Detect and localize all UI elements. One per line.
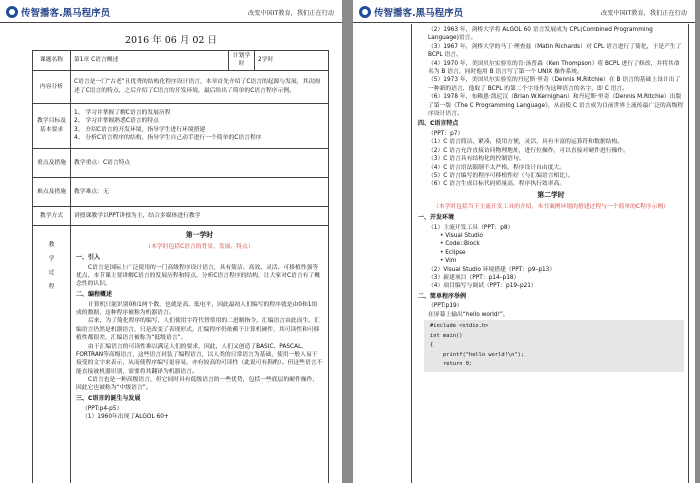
env-item: （3）新建项目（PPT：p14–p18）: [428, 274, 520, 281]
history-item: （4）1970 年，美国贝尔实验室的肯·汤普森（Ken Thompson）将 BCPL 进行了修改，并将其命名为 B 语言，同时他用 B 语言写了第一个 UNIX 操作系统。: [428, 60, 680, 75]
history-item: （5）1973 年，美国贝尔实验室的丹尼斯·里奇（Dennis M.Ritchie）在 B 语言的基础上设计出了一种新的语言，他取了 BCPL 的第二个字母作为这种语言的名字，即 C 语言。: [428, 77, 681, 92]
brand-logo: [6, 5, 110, 19]
section-note: （本学时包括C语言的背景、发展、特点）: [145, 243, 254, 250]
paragraph: 由于汇编语言的可读性难以满足人们的要求，因此，人们又创造了BASIC、PASCAL、FORTRAN等高级语言，这些语言封装了编程语言，以人类的日常语言为基础，使用一般人易于接受的文字来表示，从而使程序编写更容易，亦有较高的可读性（此说可有斟酌）。但这些语言不能直接被机器识别，需要将其翻译为机器语言。: [76, 343, 323, 375]
example-desc: 在屏幕上输出“hello world!”。: [428, 311, 509, 318]
process-label-char: 程: [48, 283, 55, 290]
history-item: （3）1967 年，剑桥大学的马丁·理查兹（Matin Richards）对 CPL 语言进行了简化，于是产生了 BCPL 语言。: [428, 43, 682, 59]
process-label-char: 教: [48, 241, 55, 248]
row-process: [33, 225, 329, 483]
paragraph: 后来，为了简化程序的编写，人们使用字符代替常用的二进制指令，汇编语言由此而生。汇编语言仍然是机器语言，只是改变了表现形式，汇编程序仍依赖于计算机硬件，其可读性和可移植性都很差，汇编语言被称为“低级语言”。: [76, 318, 320, 342]
brand-logo: [359, 5, 463, 19]
heading-example: 二、简单程序举例: [418, 292, 467, 300]
label-plan-hours: 计划学时: [229, 51, 255, 71]
section-note: （本学时包括当下主流开发工具的介绍，本书案例环境的搭建过程与一个简单的C程序示例）: [433, 203, 669, 210]
section-title: 第一学时: [185, 230, 214, 239]
env-item: （4）项目编写与调试（PPT：p19–p21）: [428, 283, 537, 290]
brand-name: 传智播客.黑马程序员: [21, 8, 111, 19]
goal-item: 1、 学习并掌握了解C语言的发展历程: [74, 110, 171, 116]
history-item: （2）1963 年，剑桥大学将 ALGOL 60 语言发展成为 CPL(Combined Programming Language)语言。: [428, 27, 653, 42]
ppt-ref: （PPT:p4-p5）: [82, 405, 123, 412]
section-title: 第二学时: [537, 190, 565, 199]
heading-programming: 二、编程概述: [76, 290, 113, 298]
feature-item: （3）C 语言具有结构化的控制语句。: [428, 156, 525, 163]
row-key: [33, 148, 329, 177]
logo-icon: [359, 6, 371, 18]
feature-item: （6）C 语言生成目标代码质量高，程序执行效率高。: [428, 181, 566, 188]
label-process: [33, 225, 71, 483]
lesson-date: 2016 年 06 月 02 日: [125, 35, 217, 46]
code-block: #include <stdio.h> int main() { printf("hello world!\n"); return 0;: [424, 320, 684, 371]
label-course: 课题名称: [33, 51, 71, 71]
row-goals: [33, 103, 329, 148]
row-difficult: [33, 177, 329, 206]
page-header: [0, 0, 342, 23]
logo-icon: [6, 6, 18, 18]
heading-history: 三、C语言的诞生与发展: [76, 394, 141, 402]
heading-environment: 一、开发环境: [418, 213, 455, 221]
history-item: （6）1978 年，布赖恩·凯尼汉（Brian W.Kernighan）和丹尼斯·里奇（Dennis M.Ritchie）出版了第一版《The C Programming Language》，从而使 C 语言成为目前世界上流传最广泛的高级程序设计语言。: [428, 94, 684, 117]
value-goals: [71, 103, 329, 148]
lesson-plan-table: [32, 50, 329, 483]
tool-item: • Eclipse: [440, 249, 466, 256]
row-course: [33, 51, 329, 71]
tool-item: • Code::Block: [440, 241, 480, 248]
left-page: [0, 0, 342, 483]
value-key: 教学重点：C语言特点: [71, 148, 329, 177]
row-method: [33, 206, 329, 225]
feature-item: （2）C 语言允许直接访问物理地址，进行位操作，可以直接对硬件进行操作。: [428, 147, 629, 154]
value-method: 讲授课教学以PPT讲授为主，结合多媒体进行教学: [71, 206, 329, 225]
paragraph: C语言也是一种高级语言，但它同时具有低级语言的一些优势，包括一些底层的硬件操作，因此它也被称为“中级语言”。: [76, 377, 319, 392]
feature-item: （1）C 语言简洁、紧凑，使用方便，灵活，具有丰富的运算符和数据结构。: [428, 139, 624, 146]
paragraph: C语言是国际上广泛使用的一门高级程序设计语言，具有简洁、高效、灵活、可移植性强等优点，本节课主要讲解C语言的发展历程和特点，分析C语言程序的结构，让大家对C语言有了概念性的认识。: [76, 264, 321, 288]
page-header: [353, 0, 695, 23]
env-item: （1）主流开发工具（PPT：p8）: [428, 224, 514, 231]
value-difficult: 教学难点：无: [71, 177, 329, 206]
env-item: （2）Visual Studio 环境搭建（PPT：p9–p13）: [428, 266, 556, 273]
process-label-char: 过: [48, 269, 55, 276]
goal-item: 2、 学习并掌握熟悉C语言的特点: [74, 118, 159, 125]
header-slogan: 改变中国IT教育，我们正在行动: [600, 10, 687, 17]
label-key: 重点及措施: [33, 148, 71, 177]
feature-item: （4）C 语言语法限制不太严格，程序设计自由度大。: [428, 164, 566, 171]
goal-item: 3、 介绍C语言的开发环境，指导学生进行环境搭建: [74, 126, 206, 133]
feature-item: （5）C 语言编写的程序可移植性好（与汇编语言相比）。: [428, 172, 574, 179]
history-item: （1）1960年出现了ALGOL 60+: [82, 413, 169, 420]
ppt-ref: （PPT：p7）: [428, 130, 464, 137]
label-difficult: 难点及措施: [33, 177, 71, 206]
process-content: [71, 225, 329, 483]
tool-item: • Visual Studio: [440, 233, 483, 240]
row-content: [33, 70, 329, 103]
right-page: [353, 0, 695, 483]
label-method: 教学方式: [33, 206, 71, 225]
value-content: C语言是一门“古老”且优秀的结构化程序设计语言，本章首先介绍了C语言的起源与发展，其次阐述了C语言的特点，之后介绍了C语言的开发环境，最后给出了简单的C语言程序示例。: [71, 70, 329, 103]
heading-features: 四、C语言特点: [418, 120, 459, 128]
process-continued: [411, 24, 689, 483]
brand-name: 传智播客.黑马程序员: [374, 8, 464, 19]
header-slogan: 改变中国IT教育，我们正在行动: [247, 10, 334, 17]
value-course: 第1章 C语言概述: [71, 51, 229, 71]
value-plan-hours: 2学时: [255, 51, 329, 71]
paragraph: 计算机只能识别0和1两个数，也就是高、低电平，因此最初人们编写的程序就是由0和1组成的数据，这种程序被称为机器语言。: [76, 301, 318, 316]
ppt-ref: （PPT:p19）: [428, 303, 463, 310]
label-goals: 教学目标及基本要求: [33, 103, 71, 148]
heading-intro: 一、引入: [76, 254, 101, 262]
tool-item: • Vim: [440, 258, 457, 265]
goal-item: 4、 分析C语言程序的结构，指导学生自己动手进行一个简单的C语言程序: [74, 135, 262, 142]
label-content: 内容分析: [33, 70, 71, 103]
process-label-char: 学: [48, 255, 55, 262]
